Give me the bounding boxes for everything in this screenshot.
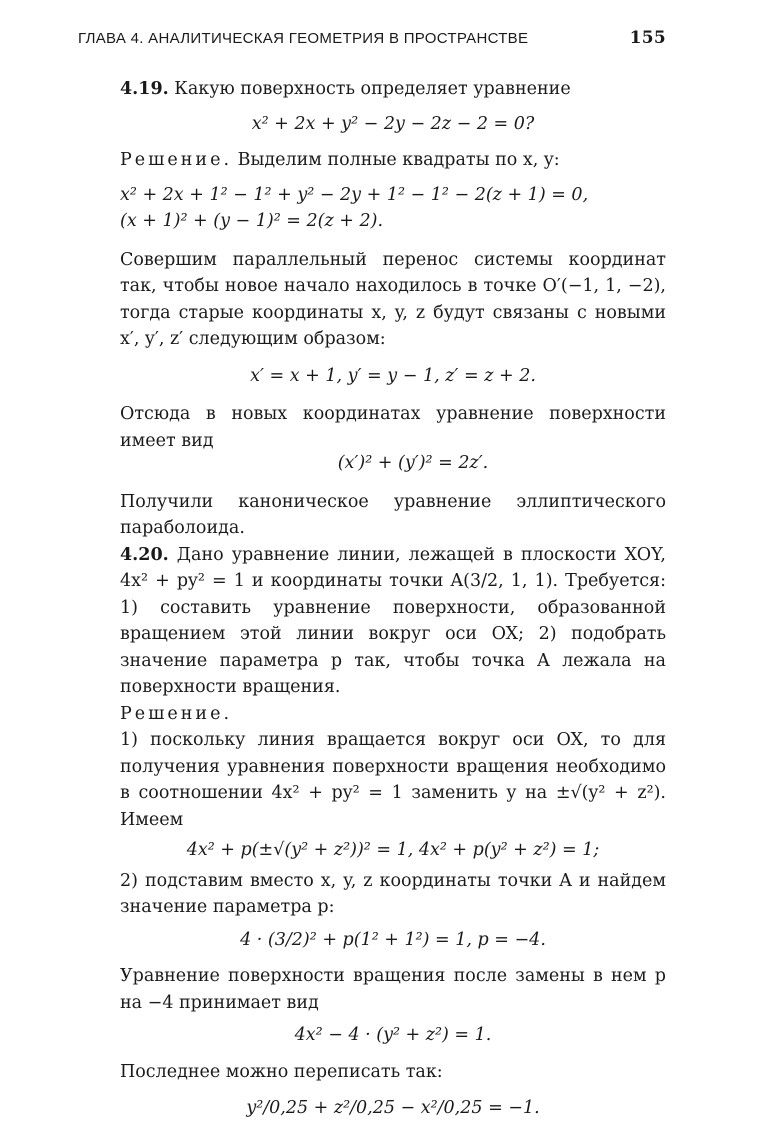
conclusion-text: Получили каноническое уравнение эллиптического параболоида. [120,491,666,538]
page-number: 155 [629,28,666,48]
new-coords-text: Отсюда в новых координатах уравнение поверхности имеет вид [120,404,666,451]
problem-number: 4.20. [120,544,169,565]
step-1-equations: 4x² + p(±√(y² + z²))² = 1, 4x² + p(y² + z²) = 1; [186,840,600,860]
solution-label: Решение. [120,703,233,724]
problem-419-question [120,76,666,103]
solution-intro [120,147,666,174]
problem-420-statement [120,542,666,701]
chapter-title: ГЛАВА 4. АНАЛИТИЧЕСКАЯ ГЕОМЕТРИЯ В ПРОСТРАНСТВЕ [78,30,529,47]
new-equation: (x′)² + (y′)² = 2z′. [337,453,489,473]
step-2-equations: 4 · (3/2)² + p(1² + 1²) = 1, p = −4. [240,929,546,950]
solution-label-420 [120,701,666,728]
completed-square-line-2: (x + 1)² + (y − 1)² = 2(z + 2). [120,211,384,231]
rewrite-text: Последнее можно переписать так: [120,1061,443,1082]
step-1-text: 1) поскольку линия вращается вокруг оси OX, то для получения уравнения поверхности вращения необходимо в соотношении 4x² + py² = 1 заменить y на ±√(y² + z²). Имеем [120,730,666,830]
statement-text: Дано уравнение линии, лежащей в плоскости XOY, 4x² + py² = 1 и координаты точки A(3/2, 1, 1). Требуется: 1) составить уравнение поверхности, образованной вращением этой линии вокруг оси OX; 2) подобрать значение параметра p так, чтобы точка A лежала на поверхности вращения. [120,544,666,697]
step-2-text: 2) подставим вместо x, y, z координаты точки A и найдем значение параметра p: [120,870,666,917]
solution-label: Решение. [120,150,233,170]
transfer-equations: x′ = x + 1, y′ = y − 1, z′ = z + 2. [250,365,536,386]
replace-text: Уравнение поверхности вращения после замены в нем p на −4 принимает вид [120,966,666,1013]
completed-square-line-1: x² + 2x + 1² − 1² + y² − 2y + 1² − 1² − 2(z + 1) = 0, [120,184,589,205]
page-body [120,76,666,1128]
equation-419: x² + 2x + y² − 2y − 2z − 2 = 0? [251,113,535,134]
transfer-text: Совершим параллельный перенос системы координат так, чтобы новое начало находилось в точке O′(−1, 1, −2), тогда старые координаты x, y, z будут связаны с новыми x′, y′, z′ следующим образом: [120,249,666,349]
final-equation: y²/0,25 + z²/0,25 − x²/0,25 = −1. [246,1098,540,1118]
problem-number: 4.19. [120,79,169,99]
question-text: Какую поверхность определяет уравнение [174,79,571,99]
replace-equation: 4x² − 4 · (y² + z²) = 1. [294,1025,492,1045]
solution-intro-text: Выделим полные квадраты по x, y: [237,150,560,170]
